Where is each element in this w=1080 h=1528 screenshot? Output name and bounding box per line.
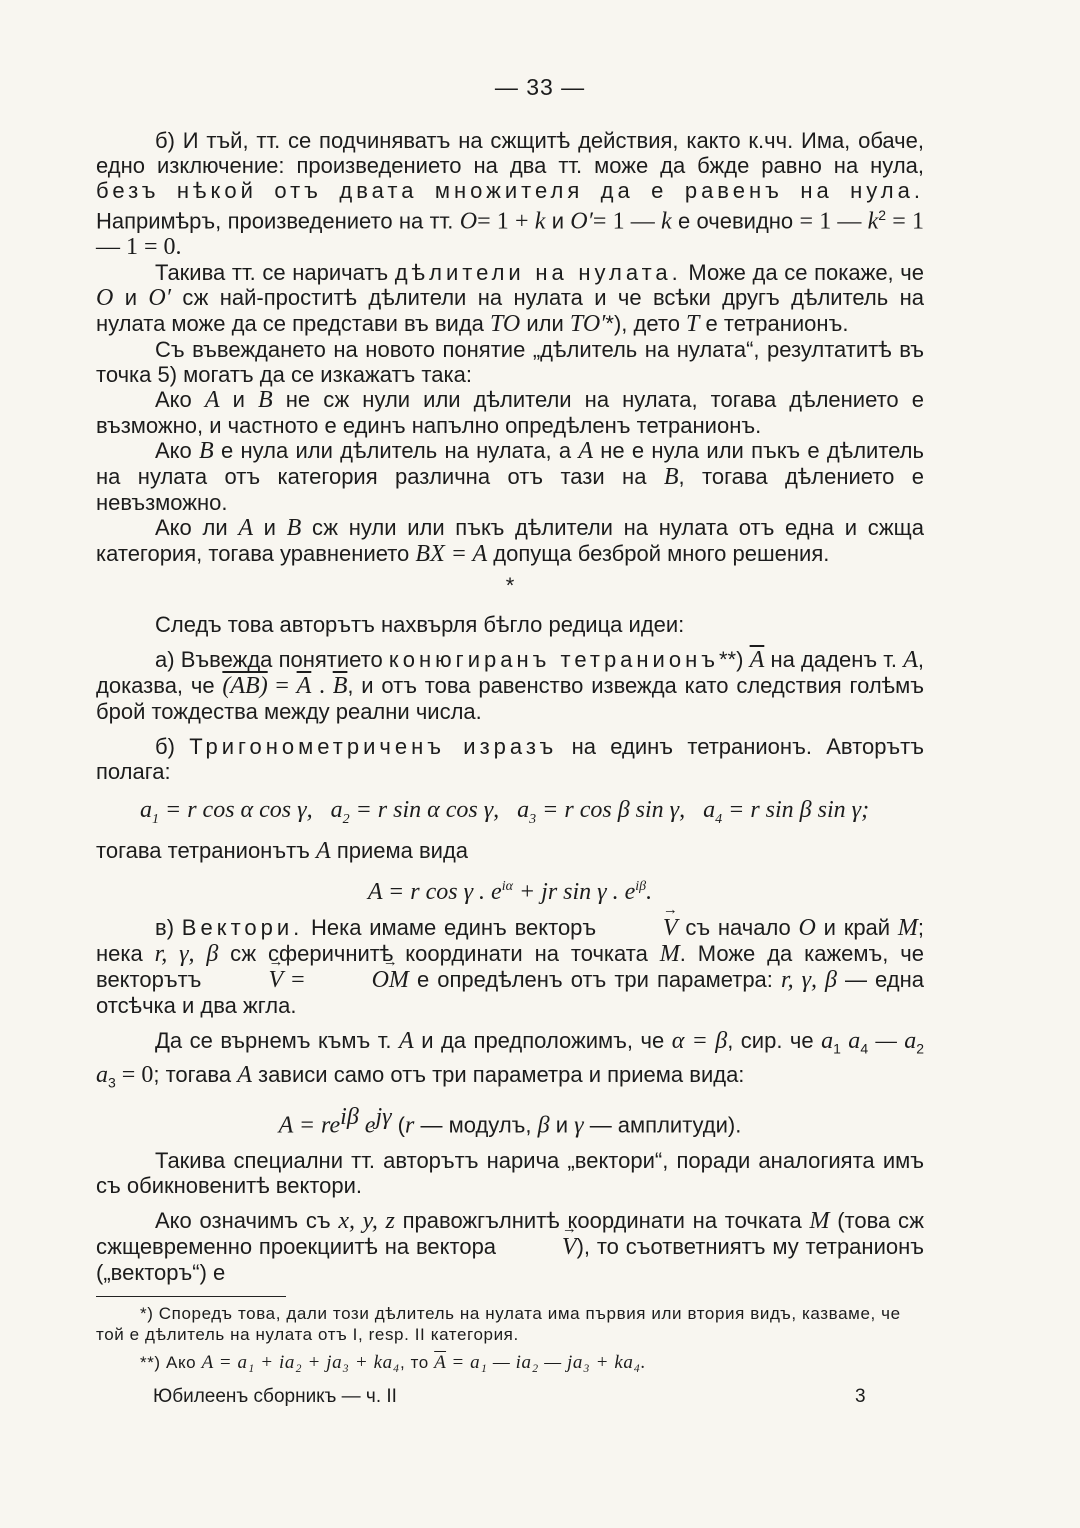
paragraph: Съ въвеждането на новото понятие „дѣлитель на нулата“, резултатитѣ въ точка 5) могатъ да се изкажатъ така:: [96, 337, 924, 388]
paragraph: б) Тригонометриченъ изразъ на единъ тетранионъ. Авторътъ полага:: [96, 734, 925, 785]
footnote: **) Ако A = a₁ + ia₂ + ja₃ + ka₄, то $\overline{A} = a_1$ — ia₂ — ja₃ + ka₄.: [140, 1352, 647, 1373]
paragraph: тогава тетранионътъ A приема вида: [96, 838, 469, 865]
paragraph: Ако означимъ съ x, y, z правожгълнитѣ координати на точката M (това сж сжщевременно проекциитѣ на вектора → V), то съответниятъ му тетранионъ („векторъ“) е: [96, 1208, 924, 1285]
equation: $A = re^{i\beta}$ $e^{j\gamma}$ (r — модулъ, β и γ — амплитуди).: [278, 1103, 742, 1139]
paragraph: Такива тт. се наричатъ дѣлители на нулата. Може да се покаже, че O и O′ сж най-проститѣ дѣлители на нулата и че всѣки другъ дѣлитель на нулата може да се представи въ вида TO или TO′*), дето T е тетранионъ.: [96, 260, 924, 338]
equation: $a_1 = r$ cos α cos γ, $a_2 = r$ sin α cos γ, $a_3 = r$ cos β sin γ, $a_4 = r$ sin β sin γ;: [140, 797, 870, 828]
spaced-emphasis: безъ нѣкой отъ двата множителя да е равенъ на нула.: [96, 178, 924, 203]
paragraph: Ако A и B не сж нули или дѣлители на нулата, тогава дѣлението е възможно, и частното е единъ напълно опредѣленъ тетранионъ.: [96, 387, 924, 439]
paragraph: Ако B е нула или дѣлитель на нулата, а A не е нула или пъкъ е дѣлитель на нулата отъ категория различна отъ тази на B, тогава дѣлението е невъзможно.: [96, 438, 924, 516]
footer-title: Юбилеенъ сборникъ — ч. II: [153, 1386, 397, 1407]
section-separator: *: [505, 573, 515, 599]
paragraph: Ако ли A и B сж нули или пъкъ дѣлители на нулата отъ една и сжща категория, тогава уравнението BX = A допуща безброй много решения.: [96, 515, 924, 568]
paragraph: Да се върнемъ къмъ т. A и да предположимъ, че α = β, сир. че $a_1$ $a_4$ — $a_2$ $a_3 = 0$; тогава A зависи само отъ три параметра и приема вида:: [96, 1028, 925, 1090]
paragraph: Следъ това авторътъ нахвърля бѣгло редица идеи:: [155, 612, 685, 638]
paragraph: б) И тъй, тт. се подчиняватъ на сжщитѣ действия, както к.чч. Има, обаче, едно изключение: произведението на два тт. може да бжде равно на нула, безъ нѣкой отъ двата множителя да е равенъ на нула. Напримѣръ, произведението на тт. O= 1 + k и O′= 1 — k е очевидно = 1 — $k^2 = 1$ — 1 = 0.: [96, 128, 924, 261]
equation: A = r cos γ . $e^{i\alpha}$ + jr sin γ . $e^{i\beta}$.: [367, 879, 653, 906]
paragraph: в) Вектори. Нека имаме единъ векторъ → V съ начало O и край M; нека r, γ, β сж сферичнитѣ координати на точката M. Може да кажемъ, че векторътъ → V = → OM е опредѣленъ отъ три параметра: r, γ, β — една отсѣчка и два жгла.: [96, 915, 924, 1018]
spaced-emphasis: Тригонометриченъ изразъ: [189, 734, 558, 760]
paragraph: а) Въвежда понятието конюгиранъ тетранионъ**) $\overline{A}$ на даденъ т. A, доказва, че $(AB) = \overline{A}$ . $\overline{B}$, и отъ това равенство извежда като следствия голѣмъ брой тождества между реални числа.: [96, 647, 925, 725]
body-text: [96, 128, 924, 1285]
paragraph: Такива специални тт. авторътъ нарича „вектори“, поради аналогията имъ съ обикновенитѣ вектори.: [96, 1148, 924, 1199]
footnote: *) Споредъ това, дали този дѣлитель на нулата има първия или втория видъ, казваме, че той е дѣлитель на нулата отъ I, resp. II категория.: [96, 1304, 901, 1344]
footer-signature-number: 3: [855, 1386, 866, 1407]
spaced-emphasis: конюгиранъ тетранионъ: [388, 647, 719, 673]
footnote-divider: [96, 1296, 286, 1297]
spaced-emphasis: Вектори.: [181, 915, 304, 941]
spaced-emphasis: дѣлители на нулата.: [394, 260, 682, 286]
page-number: — 33 —: [494, 74, 586, 100]
